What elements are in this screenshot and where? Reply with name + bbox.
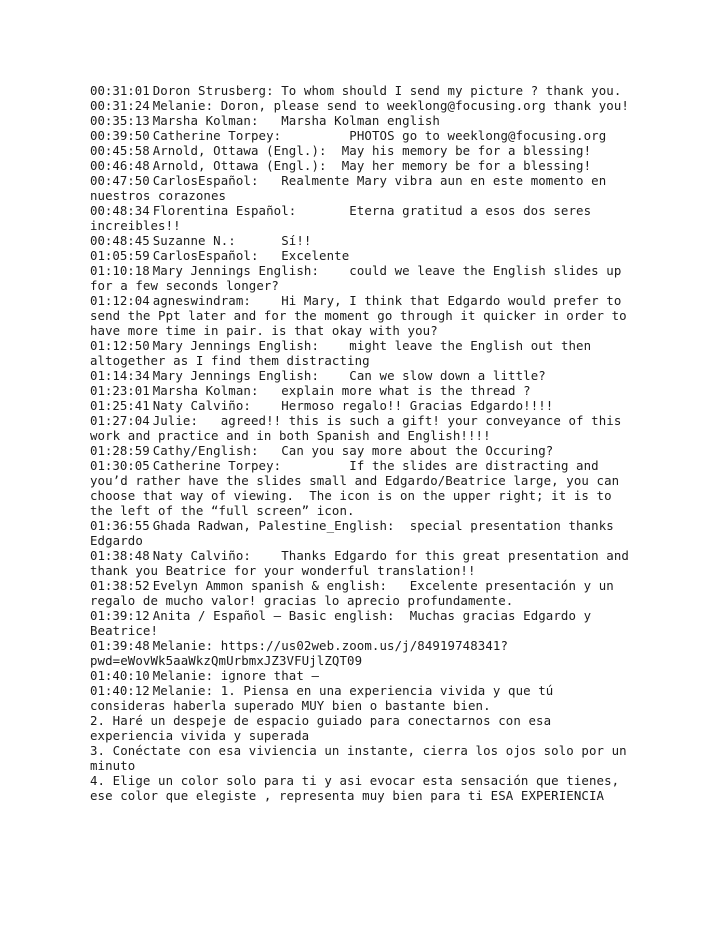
message-text: Can we slow down a little? — [349, 368, 546, 383]
chat-message — [90, 668, 635, 683]
message-text: Thanks Edgardo for this great presentation and thank you Beatrice for your wonderful translation!! — [90, 548, 637, 578]
chat-message — [90, 293, 635, 338]
chat-message — [90, 518, 635, 548]
chat-message — [90, 143, 635, 158]
chat-message — [90, 443, 635, 458]
chat-message — [90, 383, 635, 398]
chat-message — [90, 158, 635, 173]
message-sender: Anita / Español – Basic english: — [152, 608, 395, 623]
message-text: May his memory be for a blessing! — [341, 143, 592, 158]
message-sender: Marsha Kolman: — [152, 383, 259, 398]
message-timestamp: 01:40:10 — [90, 668, 150, 683]
message-separator — [259, 443, 282, 458]
message-sender: Marsha Kolman: — [152, 113, 259, 128]
message-text: might leave the English out then altogether as I find them distracting — [90, 338, 599, 368]
chat-message — [90, 368, 635, 383]
message-text: Doron, please send to weeklong@focusing.org thank you! — [220, 98, 629, 113]
message-separator — [259, 113, 282, 128]
message-separator — [296, 203, 349, 218]
message-separator — [395, 608, 410, 623]
chat-message — [90, 248, 635, 263]
chat-message — [90, 608, 635, 638]
chat-message — [90, 83, 635, 98]
message-timestamp: 01:36:55 — [90, 518, 150, 533]
message-separator — [251, 398, 281, 413]
message-continuation-line: 3. Conéctate con esa viviencia un instante, cierra los ojos solo por un minuto — [90, 743, 635, 773]
message-separator — [213, 98, 221, 113]
chat-message — [90, 338, 635, 368]
message-text: Eterna gratitud a esos dos seres increibles!! — [90, 203, 599, 233]
message-separator — [387, 578, 410, 593]
message-timestamp: 01:28:59 — [90, 443, 150, 458]
chat-message — [90, 548, 635, 578]
chat-message — [90, 683, 635, 713]
message-sender: Arnold, Ottawa (Engl.): — [152, 158, 327, 173]
message-timestamp: 01:12:04 — [90, 293, 150, 308]
message-sender: Mary Jennings English: — [152, 338, 320, 353]
message-text: Marsha Kolman english — [281, 113, 440, 128]
message-timestamp: 01:23:01 — [90, 383, 150, 398]
message-timestamp: 01:12:50 — [90, 338, 150, 353]
message-sender: Ghada Radwan, Palestine_English: — [152, 518, 395, 533]
message-sender: Melanie: — [152, 98, 214, 113]
chat-message — [90, 128, 635, 143]
message-text: Hermoso regalo!! Gracias Edgardo!!!! — [281, 398, 554, 413]
chat-message — [90, 113, 635, 128]
chat-entries — [90, 83, 635, 713]
message-separator — [259, 248, 282, 263]
message-separator — [319, 368, 349, 383]
chat-message — [90, 173, 635, 203]
message-sender: Catherine Torpey: — [152, 458, 282, 473]
message-separator — [213, 638, 221, 653]
message-text: agreed!! this is such a gift! your conveyance of this work and practice and in both Spanish and English!!!! — [90, 413, 629, 443]
message-text: Excelente — [281, 248, 350, 263]
message-sender: Melanie: — [152, 638, 214, 653]
message-sender: Florentina Español: — [152, 203, 297, 218]
message-sender: Doron Strusberg: — [152, 83, 274, 98]
message-separator — [281, 128, 349, 143]
chat-message — [90, 458, 635, 518]
message-timestamp: 00:35:13 — [90, 113, 150, 128]
message-sender: agneswindram: — [152, 293, 251, 308]
message-separator — [327, 143, 342, 158]
message-timestamp: 01:39:12 — [90, 608, 150, 623]
message-separator — [259, 173, 282, 188]
message-continuation — [90, 713, 635, 803]
message-timestamp: 00:31:01 — [90, 83, 150, 98]
message-text: Muchas gracias Edgardo y Beatrice! — [90, 608, 599, 638]
message-text: Excelente presentación y un regalo de mucho valor! gracias lo aprecio profundamente. — [90, 578, 622, 608]
message-text: special presentation thanks Edgardo — [90, 518, 622, 548]
message-sender: Melanie: — [152, 668, 214, 683]
message-timestamp: 01:27:04 — [90, 413, 150, 428]
message-separator — [213, 668, 221, 683]
chat-message — [90, 233, 635, 248]
message-sender: CarlosEspañol: — [152, 173, 259, 188]
message-separator — [319, 338, 349, 353]
message-text: Realmente Mary vibra aun en este momento en nuestros corazones — [90, 173, 614, 203]
message-timestamp: 01:39:48 — [90, 638, 150, 653]
message-separator — [213, 683, 221, 698]
message-timestamp: 01:30:05 — [90, 458, 150, 473]
message-text: May her memory be for a blessing! — [341, 158, 592, 173]
message-timestamp: 01:38:52 — [90, 578, 150, 593]
message-sender: Mary Jennings English: — [152, 368, 320, 383]
message-separator — [395, 518, 410, 533]
message-text: could we leave the English slides up for a few seconds longer? — [90, 263, 629, 293]
message-continuation-line: 4. Elige un color solo para ti y asi evocar esta sensación que tienes, ese color que elegiste , representa muy bien para ti ESA EXPERIENCIA — [90, 773, 627, 803]
message-sender: Julie: — [152, 413, 199, 428]
message-timestamp: 01:10:18 — [90, 263, 150, 278]
message-separator — [259, 383, 282, 398]
message-timestamp: 00:31:24 — [90, 98, 150, 113]
message-text: PHOTOS go to weeklong@focusing.org — [349, 128, 607, 143]
message-timestamp: 01:14:34 — [90, 368, 150, 383]
message-separator — [319, 263, 349, 278]
message-text: To whom should I send my picture ? thank you. — [281, 83, 622, 98]
message-timestamp: 00:39:50 — [90, 128, 150, 143]
message-text: Hi Mary, I think that Edgardo would prefer to send the Ppt later and for the moment go through it quicker in order to have more time in pair. is that okay with you? — [90, 293, 635, 338]
message-sender: Suzanne N.: — [152, 233, 236, 248]
message-text: If the slides are distracting and you’d rather have the slides small and Edgardo/Beatrice large, you can choose that way of viewing. The icon is on the upper right; it is to the left of the “full screen” icon. — [90, 458, 627, 518]
message-text: 1. Piensa en una experiencia vivida y que tú consideras haberla superado MUY bien o bastante bien. — [90, 683, 561, 713]
message-separator — [327, 158, 342, 173]
message-timestamp: 01:38:48 — [90, 548, 150, 563]
chat-message — [90, 398, 635, 413]
message-separator — [281, 458, 349, 473]
message-timestamp: 01:25:41 — [90, 398, 150, 413]
message-separator — [251, 293, 281, 308]
message-sender: Cathy/English: — [152, 443, 259, 458]
chat-message — [90, 578, 635, 608]
message-timestamp: 00:48:34 — [90, 203, 150, 218]
message-sender: Melanie: — [152, 683, 214, 698]
chat-transcript — [90, 83, 635, 803]
message-sender: CarlosEspañol: — [152, 248, 259, 263]
chat-message — [90, 413, 635, 443]
message-timestamp: 00:47:50 — [90, 173, 150, 188]
message-separator — [236, 233, 281, 248]
message-timestamp: 00:45:58 — [90, 143, 150, 158]
chat-message — [90, 263, 635, 293]
message-sender: Arnold, Ottawa (Engl.): — [152, 143, 327, 158]
message-separator — [251, 548, 281, 563]
message-sender: Mary Jennings English: — [152, 263, 320, 278]
message-sender: Catherine Torpey: — [152, 128, 282, 143]
chat-message — [90, 98, 635, 113]
message-text: Sí!! — [281, 233, 312, 248]
message-sender: Naty Calviño: — [152, 548, 251, 563]
message-text: explain more what is the thread ? — [281, 383, 531, 398]
message-timestamp: 01:40:12 — [90, 683, 150, 698]
chat-message — [90, 203, 635, 233]
message-separator — [198, 413, 221, 428]
message-timestamp: 01:05:59 — [90, 248, 150, 263]
message-text: Can you say more about the Occuring? — [281, 443, 554, 458]
message-timestamp: 00:48:45 — [90, 233, 150, 248]
message-timestamp: 00:46:48 — [90, 158, 150, 173]
chat-message — [90, 638, 635, 668]
message-sender: Evelyn Ammon spanish & english: — [152, 578, 388, 593]
message-sender: Naty Calviño: — [152, 398, 251, 413]
message-text: https://us02web.zoom.us/j/84919748341?pwd=eWovWk5aaWkzQmUrbmxJZ3VFUjlZQT09 — [90, 638, 509, 668]
message-continuation-line: 2. Haré un despeje de espacio guiado para conectarnos con esa experiencia vivida y superada — [90, 713, 559, 743]
message-text: ignore that – — [220, 668, 320, 683]
